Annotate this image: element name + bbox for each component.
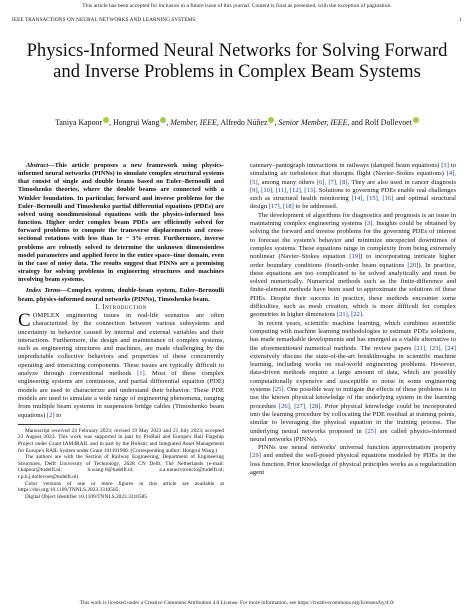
citation-link[interactable]: [25] [365, 427, 377, 435]
citation-link[interactable]: [17], [18] [268, 203, 294, 211]
footnote-manuscript: Manuscript received 24 February 2023; revised 19 May 2023 and 21 July 2023; accepted 23 August 2023. This work was supported in part by ProRail and Europe's Rail Flagship Project under Grant IAM4RAIL and in part by the Holistic and Integrated Asset Management for Europe's RAIL System under Grant 101101966. (Corresponding author: Hongrui Wang.) [18, 427, 224, 454]
body-paragraph: PINNs use neural networks' universal function approximation property [29] and embed the well-posed physical equations modeled by PDEs in the loss function. Prior knowledge of physical principles works as a regularization agent [250, 444, 456, 476]
citation-link[interactable]: [9], [10] [250, 186, 273, 194]
drop-cap: C [18, 309, 31, 331]
acceptance-banner: This article has been accepted for inclusion in a future issue of this journal. Content is final as presented, with the exception of pagination. [82, 3, 392, 9]
body-paragraph: The development of algorithms for diagnostics and prognosis is an issue in maintaining complex engineering systems [3]. Insights could be obtained by solving the forward and inverse problems for the governing PDEs of interest to forecast the system's behavior and minimize unexpected downtimes of complex systems. These equations range in complexity from being extremely nonlinear (Navier–Stokes equation [19]) to incorporating intricate higher order boundary conditions (fourth-order beam equations [20]). In practice, these equations are too complicated to be solved analytically and must be solved numerically. Numerical methods such as the finite-difference and finite-element methods have been used to approximate the solutions of these PDEs. Despite their success in practice, these methods encounter some difficulties, such as mesh creation, which is more difficult for complex geometries in higher dimensions [21], [22]. [250, 211, 456, 319]
citation-link[interactable]: [19] [349, 253, 361, 261]
index-terms [18, 287, 224, 303]
journal-name: IEEE TRANSACTIONS ON NEURAL NETWORKS AND LEARNING SYSTEMS [12, 17, 196, 23]
index-terms-lead: Index Terms— [26, 287, 67, 295]
orcid-icon[interactable] [413, 117, 419, 123]
author-affiliation-role: Member, IEEE [170, 118, 217, 127]
orcid-icon[interactable] [103, 117, 109, 123]
citation-link[interactable]: [21], [23], [24] [414, 344, 456, 352]
author-list: Taniya Kapoor , Hongrui Wang , Member, IEEE, Alfredo Núñez , Senior Member, IEEE, and Rolf Dollevoet [10, 117, 464, 127]
left-column [18, 162, 224, 500]
footnote-affiliation: The authors are with the Section of Railway Engineering, Department of Engineering Structures, Delft University of Technology, 2628 CN Delft, The Netherlands (e-mail: t.kapoor@tudelft.nl; h.wang-8@tudelft.nl; a.a.nunezvicencio@tudelft.nl; r.p.b.j.dollevoet@tudelft.nl). [18, 454, 224, 480]
page-number: 1 [459, 17, 462, 23]
author-name: Rolf Dollevoet [364, 118, 412, 127]
footnote-doi: Digital Object Identifier 10.1109/TNNLS.2023.3310585 [25, 493, 147, 500]
citation-link[interactable]: [20] [407, 261, 419, 269]
section-heading: I. Introduction [95, 303, 147, 311]
intro-text: engineering issues in real-life scenarios are often characterized by the connection between various subsystems and uncertainty in behavior caused by internal and external variables and their interactions. Furthermore, the design and maintenance of complex systems, such as engineering structures and machines, are made challenging by the unpredictable collective behaviors and properties of these concurrently operating and interacting components. These issues are typically difficult to analyze through conventional methods [18, 311, 224, 378]
citation-link[interactable]: [6], [7], [8] [316, 178, 348, 186]
citation-link[interactable]: [3] [441, 162, 449, 169]
license-footer: This work is licensed under a Creative Commons Attribution 4.0 License. For more information, see https://creativecommons.org/licenses/by/4.0/ [79, 600, 395, 606]
citation-link[interactable]: [26], [27], [28] [278, 402, 321, 410]
citation-link[interactable]: [3] [364, 220, 373, 228]
citation-link[interactable]: [21], [22] [336, 311, 363, 319]
citation-link[interactable]: [25] [272, 386, 284, 394]
abstract-lead: Abstract— [26, 162, 55, 169]
abstract [18, 162, 224, 284]
first-word: OMPLEX [32, 311, 60, 319]
body-paragraph: In recent years, scientific machine learning, which combines scientific computing with machine learning methodologies to estimate PDEs solutions, has made remarkable developments and has emerged as a viable alternative to the aforementioned numerical methods. The review papers [21], [23], [24] extensively discuss the state-of-the-art breakthroughs in scientific machine learning, including works on real-world engineering problems. However, data-driven methods require a large amount of data, which are possibly computationally expensive and susceptible to noise in some engineering systems [25]. One possible way to mitigate the effects of these problems is to use the known physical knowledge of the underlying system in the learning procedure [26], [27], [28]. Prior physical knowledge could be incorporated into the learning procedure by collocating the PDE residual at training points, similar to leveraging the physical equation in the training process. The underlying neural networks proposed in [25] are called physics-informed neural networks (PINNs). [250, 319, 457, 443]
citation-link[interactable]: [1] [137, 370, 145, 378]
citation-link[interactable]: [11] [275, 186, 287, 194]
intro-paragraph [18, 309, 224, 420]
citation-link[interactable]: [2] [46, 411, 55, 419]
author-name: Taniya Kapoor [55, 118, 103, 127]
running-head [12, 17, 462, 23]
index-terms-text: Complex system, double-beam system, Euler–Bernoulli beam, physics-informed neural networks (PINNs), Timoshenko beam. [18, 287, 224, 303]
orcid-icon[interactable] [160, 117, 166, 123]
orcid-icon[interactable] [268, 117, 274, 123]
right-column [250, 162, 456, 477]
author-name: Alfredo Núñez [220, 118, 268, 127]
author-affiliation-role: Senior Member, IEEE [278, 118, 348, 127]
abstract-text: This article proposes a new framework using physics-informed neural networks (PINNs) to simulate complex structural systems that consist of single and double beams based on Euler–Bernoulli and Timoshenko theories, where the double beams are connected with a Winkler foundation. In particular, forward and inverse problems for the Euler–Bernoulli and Timoshenko partial differential equations (PDEs) are solved using nondimensional equations with the physics-informed loss function. Higher order complex beam PDEs are efficiently solved for forward problems to compute the transverse displacements and cross-sectional rotations with less than 1e − 3% error. Furthermore, inverse problems are robustly solved to determine the unknown dimensionless model parameters and applied force in the entire space–time domain, even in the case of noisy data. The results suggest that PINNs are a promising strategy for solving problems in engineering structures and machines involving beam systems. [18, 162, 224, 284]
footnote-divider [18, 424, 80, 425]
footnote-color: Color versions of one or more figures in this article are available at https://doi.org/10.1109/TNNLS.2023.3310585. [18, 480, 224, 494]
citation-link[interactable]: [4], [5] [250, 170, 456, 186]
intro-text: . Most of these complex engineering systems are continuous, and partial differential equation (PDE) models are used to characterize and understand their behavior. These PDE models are used to simulate a wide range of engineering phenomena, ranging from multiple beam systems in suspension bridge cables (Timoshenko beam equations) [18, 370, 224, 419]
paper-title: Physics-Informed Neural Networks for Solving Forward and Inverse Problems in Complex Beam Systems [26, 40, 448, 82]
body-paragraph: catenary–pantograph interactions in railways (damped beam equations) [3] to simulating air turbulence that disrupts flight (Navier–Stokes equations) [4], [5], among many others [6], [7], [8]. They are also used in cancer diagnosis [9], [10], [11], [12], [13]. Solutions to governing PDEs enable real challenges such as structural health monitoring [14], [15], [16] and optimal structural design [17], [18] to be addressed. [250, 162, 457, 211]
author-name: Hongrui Wang [113, 118, 160, 127]
citation-link[interactable]: [12], [13] [289, 186, 316, 194]
citation-link[interactable]: [29] [250, 452, 261, 460]
citation-link[interactable]: [14], [15], [16] [351, 195, 394, 203]
intro-text: to [54, 411, 62, 419]
